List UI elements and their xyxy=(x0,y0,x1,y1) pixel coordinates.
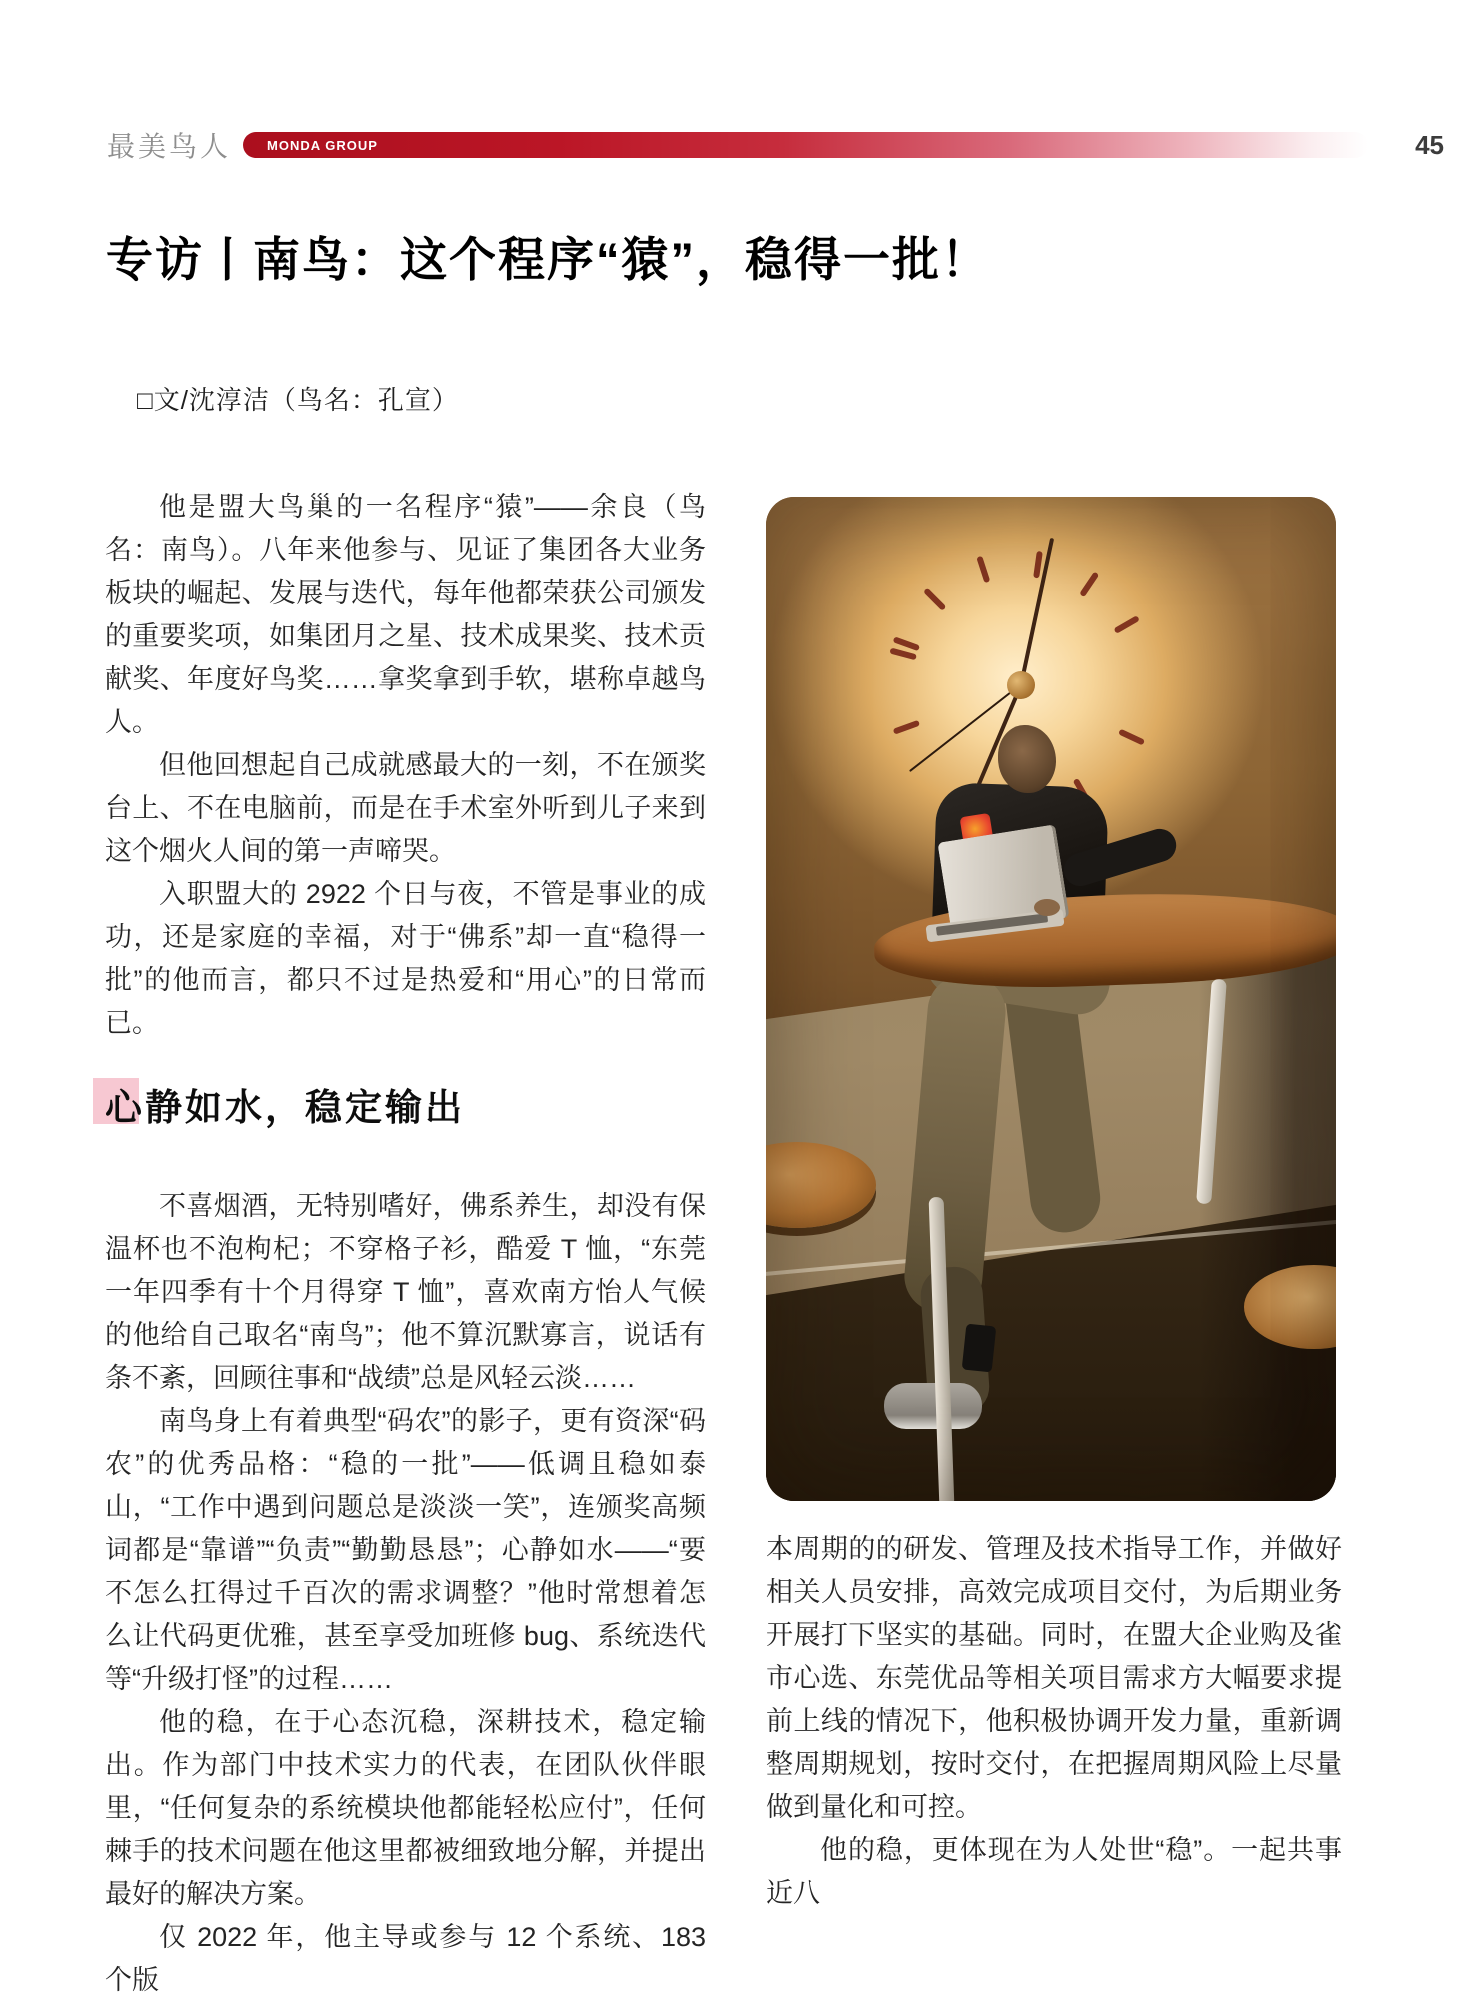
section-paragraph: 南鸟身上有着典型“码农”的影子，更有资深“码农”的优秀品格：“稳的一批”——低调且稳如泰山，“工作中遇到问题总是淡淡一笑”，连颁奖高频词都是“靠谱”“负责”“勤勤恳恳”；心静如水——“要不怎么扛得过千百次的需求调整？”他时常想着怎么让代码更优雅，甚至享受加班修 bug、系统迭代等“升级打怪”的过程…… xyxy=(105,1406,706,1694)
section-paragraph: 他的稳，在于心态沉稳，深耕技术，稳定输出。作为部门中技术实力的代表，在团队伙伴眼里，“任何复杂的系统模块他都能轻松应付”，任何棘手的技术问题在他这里都被细致地分解，并提出最好的解决方案。 xyxy=(105,1707,706,1909)
intro-paragraph: 他是盟大鸟巢的一名程序“猿”——余良（鸟名：南鸟）。八年来他参与、见证了集团各大业务板块的崛起、发展与迭代，每年他都荣获公司颁发的重要奖项，如集团月之星、技术成果奖、技术贡献奖、年度好鸟奖……拿奖拿到手软，堪称卓越鸟人。 xyxy=(105,492,706,737)
header-bar-label: MONDA GROUP xyxy=(267,137,378,153)
right-paragraph: 他的稳，更体现在为人处世“稳”。一起共事近八 xyxy=(766,1835,1342,1908)
section-heading xyxy=(105,1083,706,1133)
section-heading-text: 心静如水，稳定输出 xyxy=(105,1087,465,1128)
article-photo xyxy=(766,497,1336,1501)
page-number: 45 xyxy=(1415,129,1444,160)
section-paragraph: 仅 2022 年，他主导或参与 12 个系统、183 个版 xyxy=(105,1922,706,1995)
intro-paragraph: 但他回想起自己成就感最大的一刻，不在颁奖台上、不在电脑前，而是在手术室外听到儿子来到这个烟火人间的第一声啼哭。 xyxy=(105,750,706,866)
intro-paragraph: 入职盟大的 2922 个日与夜，不管是事业的成功，还是家庭的幸福，对于“佛系”却一直“稳得一批”的他而言，都只不过是热爱和“用心”的日常而已。 xyxy=(105,879,706,1038)
section-paragraph: 不喜烟酒，无特别嗜好，佛系养生，却没有保温杯也不泡枸杞；不穿格子衫，酷爱 T 恤，“东莞一年四季有十个月得穿 T 恤”，喜欢南方怡人气候的他给自己取名“南鸟”；他不算沉默寡言，说话有条不紊，回顾往事和“战绩”总是风轻云淡…… xyxy=(105,1191,706,1393)
article-byline: □文/沈淳洁（鸟名：孔宣） xyxy=(137,385,459,415)
header-red-bar xyxy=(243,132,1368,158)
article-title: 专访丨南鸟：这个程序“猿”，稳得一批！ xyxy=(106,233,990,287)
page-header xyxy=(107,130,1444,160)
photo-vignette xyxy=(766,497,1336,1501)
right-text-column xyxy=(766,1528,1342,1915)
left-text-column xyxy=(105,486,706,2000)
brand-text: 最美鸟人 xyxy=(107,131,232,162)
right-paragraph: 本周期的的研发、管理及技术指导工作，并做好相关人员安排，高效完成项目交付，为后期业务开展打下坚实的基础。同时，在盟大企业购及雀市心选、东莞优品等相关项目需求方大幅要求提前上线的情况下，他积极协调开发力量，重新调整周期规划，按时交付，在把握周期风险上尽量做到量化和可控。 xyxy=(766,1534,1342,1822)
